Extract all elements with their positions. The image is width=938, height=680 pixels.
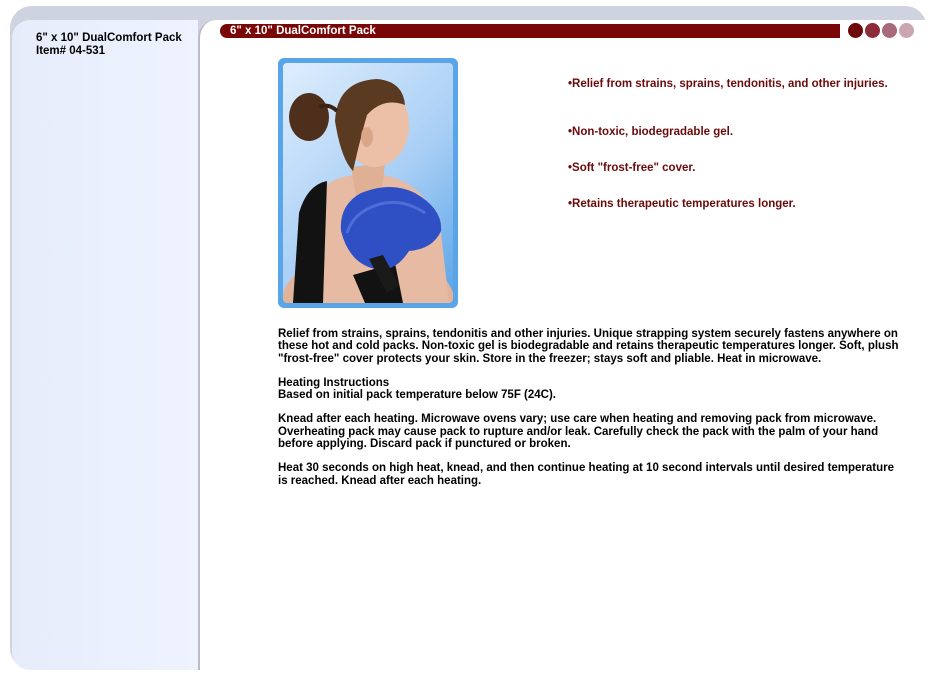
dot-4-icon bbox=[899, 23, 914, 38]
product-description bbox=[278, 328, 903, 499]
heating-instructions bbox=[278, 377, 903, 402]
feature-item: •Non-toxic, biodegradable gel. bbox=[568, 126, 734, 138]
woman-with-pack-illustration bbox=[283, 63, 453, 303]
feature-item: •Retains therapeutic temperatures longer. bbox=[568, 198, 796, 210]
heating-title: Heating Instructions bbox=[278, 376, 390, 389]
product-photo bbox=[278, 58, 458, 308]
dot-1-icon bbox=[848, 23, 863, 38]
description-intro: Relief from strains, sprains, tendonitis and other injuries. Unique strapping system securely fastens anywhere on these hot and cold packs. Non-toxic gel is biodegradable and retains therapeutic temperatures longer. Soft, plush "frost-free" cover protects your skin. Store in the freezer; stays soft and pliable. Heat in microwave. bbox=[278, 328, 899, 365]
heat-steps: Heat 30 seconds on high heat, knead, and then continue heating at 10 second intervals until desired temperature is reached. Knead after each heating. bbox=[278, 462, 895, 487]
feature-item: •Relief from strains, sprains, tendonitis, and other injuries. bbox=[568, 78, 888, 90]
heating-basis: Based on initial pack temperature below 75F (24C). bbox=[278, 389, 556, 402]
sidebar-product-name: 6" x 10" DualComfort Pack bbox=[36, 32, 182, 44]
dot-2-icon bbox=[865, 23, 880, 38]
dot-3-icon bbox=[882, 23, 897, 38]
page-title-bar bbox=[220, 24, 860, 38]
main-content bbox=[198, 20, 938, 670]
feature-item: •Soft "frost-free" cover. bbox=[568, 162, 696, 174]
sidebar-item-number: Item# 04-531 bbox=[36, 45, 106, 57]
product-photo-inner bbox=[283, 63, 453, 303]
decorative-dots bbox=[848, 23, 914, 38]
sidebar bbox=[12, 20, 198, 670]
knead-warning: Knead after each heating. Microwave ovens vary; use care when heating and removing pack from microwave. Overheating pack may cause pack to rupture and/or leak. Carefully check the pack with the palm of your hand before applying. Discard pack if punctured or broken. bbox=[278, 413, 879, 451]
sidebar-product-title bbox=[36, 32, 182, 58]
page-title: 6" x 10" DualComfort Pack bbox=[230, 25, 376, 37]
